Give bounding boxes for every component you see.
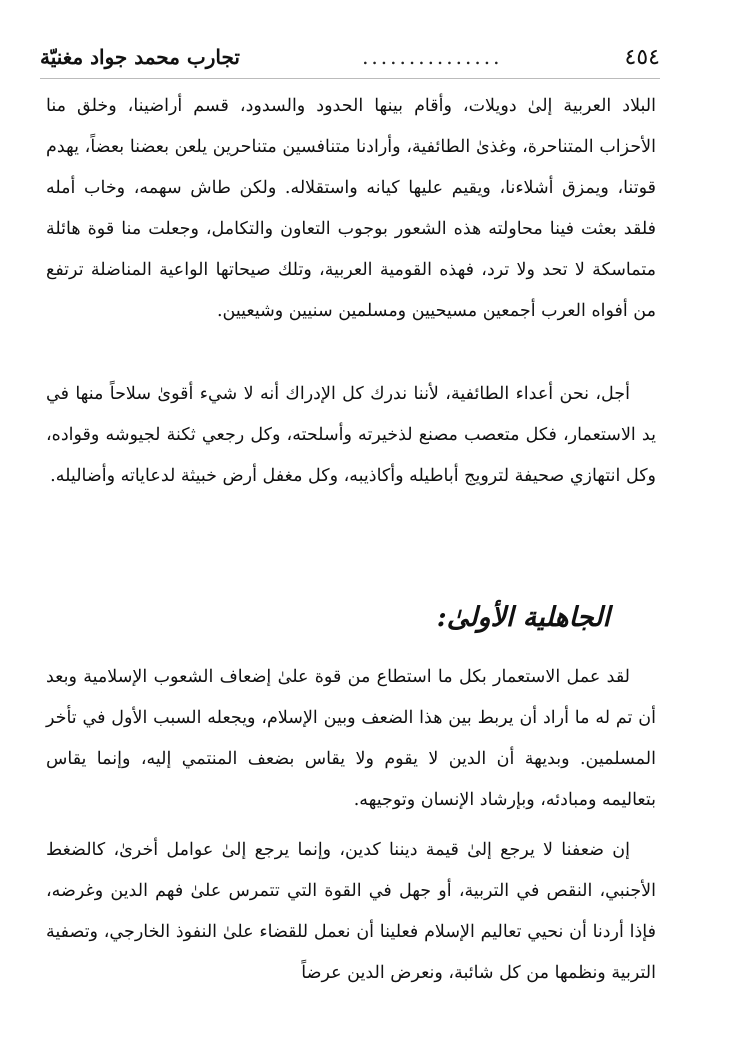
header-divider [40, 78, 660, 79]
section-heading: الجاهلية الأولىٰ: [436, 602, 610, 633]
paragraph: البلاد العربية إلىٰ دويلات، وأقام بينها الحدود والسدود، قسم أراضينا، وخلق منا الأحزاب المتناحرة، وغذىٰ الطائفية، وأرادنا متنافسين متناحرين يلعن بعضنا بعضاً، يهدم قوتنا، ويمزق أشلاءنا، ويقيم عليها كيانه واستقلاله. ولكن طاش سهمه، وخاب أمله فلقد بعثت فينا محاولته هذه الشعور بوجوب التعاون والتكامل، وجعلت منا قوة هائلة متماسكة لا تحد ولا ترد، فهذه القومية العربية، وتلك صيحاتها الواعية المناضلة ترتفع من أفواه العرب أجمعين مسيحيين ومسلمين سنيين وشيعيين. [46, 96, 656, 321]
book-title: تجارب محمد جواد مغنيّة [40, 45, 240, 69]
page-number: ٤٥٤ [624, 44, 660, 70]
paragraph: أجل، نحن أعداء الطائفية، لأننا ندرك كل الإدراك أنه لا شيء أقوىٰ سلاحاً منها في يد الاستعمار، فكل متعصب مصنع لذخيرته وأسلحته، وكل رجعي ثكنة لجيوشه وقواده، وكل انتهازي صحيفة لترويج أباطيله وأكاذيبه، وكل مغفل أرض خبيثة لدعاياته وأضاليله. [46, 384, 656, 486]
paragraph: إن ضعفنا لا يرجع إلىٰ قيمة ديننا كدين، وإنما يرجع إلىٰ عوامل أخرىٰ، كالضغط الأجنبي، النقص في التربية، أو جهل في القوة التي تتمرس علىٰ فهم الدين وغرضه، فإذا أردنا أن نحيي تعاليم الإسلام فعلينا أن نعمل للقضاء علىٰ النفوذ الخارجي، وتصفية التربية ونظمها من كل شائبة، ونعرض الدين عرضاً [46, 840, 656, 983]
paragraph: لقد عمل الاستعمار بكل ما استطاع من قوة علىٰ إضعاف الشعوب الإسلامية وبعد أن تم له ما أراد أن يربط بين هذا الضعف وبين الإسلام، ويجعله السبب الأول في تأخر المسلمين. وبديهة أن الدين لا يقوم ولا يقاس بضعف المنتمي إليه، وإنما يقاس بتعاليمه ومبادئه، وبإرشاد الإنسان وتوجيهه. [46, 667, 656, 810]
header-leader-dots: ............... [362, 45, 503, 69]
running-header [40, 40, 660, 74]
